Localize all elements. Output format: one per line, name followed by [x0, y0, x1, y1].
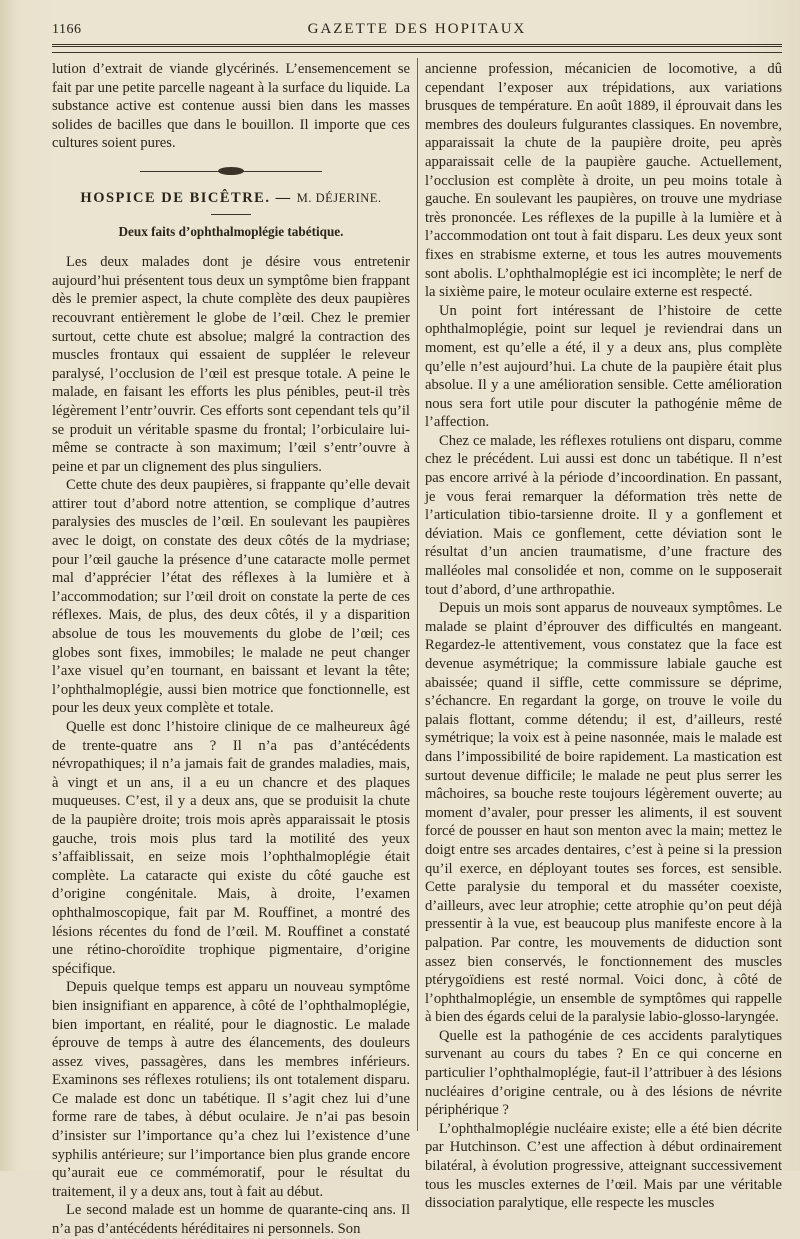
- article-subheading: Deux faits d’ophthalmoplégie tabétique.: [118, 223, 344, 239]
- ornament-center: [218, 167, 244, 175]
- section-heading-title: HOSPICE DE BICÊTRE. —: [80, 189, 292, 206]
- section-author: M. DÉJERINE.: [296, 190, 382, 205]
- paragraph: Cette chute des deux paupières, si frappante qu’elle devait attirer tout d’abord notre attention, se complique d’autres paralysies des muscles de l’œil. En soulevant les paupières avec le doigt, on constate des deux côtés de la mydriase; pour l’œil gauche la présence d’une cataracte molle permet mal d’apprécier l’état des réflexes à la lumière et à l’accommodation; sur l’œil droit on constate la perte de ces réflexes. Mais, de plus, des deux côtés, il y a disparition absolue de tous les mouvements du globe de l’œil; ces globes sont fixes, immobiles; le malade ne peut changer l’axe visuel qu’en tournant, en baissant et levant la tête; l’ophthalmoplégie, aussi bien motrice que fonctionnelle, est pour les deux yeux complète et totale.: [52, 477, 410, 717]
- section-ornament: [52, 167, 410, 177]
- section-heading: [52, 189, 410, 208]
- paragraph: Les deux malades dont je désire vous entretenir aujourd’hui présentent tous deux un symptôme bien frappant dès le premier aspect, la chute complète des deux paupières recouvrant entièrement le globe de l’œil. Chez le premier surtout, cette chute est absolue; malgré la contraction des muscles frontaux qui essaient de suppléer le releveur paralysé, l’occlusion de l’œil est presque totale. A peine le malade, en faisant les efforts les plus pénibles, peut-il très légèrement l’entr’ouvrir. Ces efforts sont cependant tels qu’il se produit un véritable spasme du frontal; l’orbiculaire lui-même se contracte à son maximum; l’œil s’entr’ouvre à peine et par un clignement des plus singuliers.: [52, 254, 410, 475]
- paragraph: Depuis quelque temps est apparu un nouveau symptôme bien insignifiant en apparence, à côté de l’ophthalmoplégie, bien important, en réalité, pour le diagnostic. Le malade éprouve de temps à autre des élancements, des douleurs assez vives, passagères, dans les membres inférieurs. Examinons ses réflexes rotuliens; ils ont totalement disparu. Ce malade est donc un tabétique. Il s’agit chez lui d’une forme rare de tabes, à début oculaire. Je n’ai pas besoin d’insister sur l’importance qu’a chez lui l’existence d’une syphilis antérieure; sur l’importance bien plus grande encore qu’aurait eue ce commémoratif, pour le résultat du traitement, il y a deux ans, tout à fait au début.: [52, 979, 410, 1200]
- paragraph: Un point fort intéressant de l’histoire de cette ophthalmoplégie, point sur lequel je reviendrai dans un moment, est qu’elle a été, il y a deux ans, plus complète qu’elle n’est aujourd’hui. La chute de la paupière était plus absolue. Il y a une amélioration sensible. Cette amélioration nous sera fort utile pour discuter la pathogénie même de l’affection.: [425, 302, 782, 431]
- paragraph: Quelle est donc l’histoire clinique de ce malheureux âgé de trente-quatre ans ? Il n’a pas d’antécédents névropathiques; il n’a jamais fait de grandes maladies, mais, à vingt et un ans, il a eu un chancre et des plaques muqueuses. C’est, il y a deux ans, que se produisit la chute de la paupière droite; trois mois après apparaissait le ptosis gauche, trois mois plus tard la motilité des yeux s’affaiblissait, en seize mois l’ophthalmoplégie était complète. La cataracte qui existe du côté gauche est d’origine congénitale. Mais, à droite, l’examen ophthalmoscopique, fait par M. Rouffinet, a montré des lésions récentes du fond de l’œil. M. Rouffinet a constaté une rétino-choroïdite trophique pigmentaire, d’origine spécifique.: [52, 719, 410, 977]
- right-column: [425, 60, 782, 1212]
- intro-paragraph: lution d’extrait de viande glycérinés. L’ensemencement se fait par une petite parcelle nageant à la surface du liquide. La substance active est contenue aussi bien dans les masses solides de bacilles que dans le bouillon. Il importe que ces cultures soient pures.: [52, 61, 410, 152]
- paragraph: ancienne profession, mécanicien de locomotive, a dû cependant l’exposer aux trépidations, aux variations brusques de température. En août 1889, il éprouvait dans les membres des douleurs fulgurantes classiques. En novembre, apparaissait la chute de la paupière droite, peu après apparaissait celle de la paupière gauche. Actuellement, l’occlusion est complète à droite, un peu moins totale à gauche. En soulevant les paupières, on trouve une mydriase très prononcée. Les réflexes de la pupille à la lumière et à l’accommodation ont tout à fait disparu. Les deux yeux sont fixes en strabisme externe, et tous les autres mouvements sont abolis. L’ophthalmoplégie est ici incomplète; le nerf de la sixième paire, le moteur oculaire externe est respecté.: [425, 61, 782, 301]
- left-column: [52, 60, 410, 1238]
- paragraph: Quelle est la pathogénie de ces accidents paralytiques survenant au cours du tabes ? En ce qui concerne en particulier l’ophthalmoplégie, faut-il l’attribuer à des lésions nucléaires d’origine centrale, ou à des lésions de névrite périphérique ?: [425, 1027, 782, 1119]
- paragraph: Depuis un mois sont apparus de nouveaux symptômes. Le malade se plaint d’éprouver des difficultés en mangeant. Regardez-le attentivement, vous constatez que la face est devenue asymétrique; la commissure labiale gauche est abaissée; quand il siffle, cette commissure se déprime, s’échancre. En regardant la gorge, on trouve le voile du palais flottant, comme détendu; il est, d’ailleurs, resté symétrique; la voix est à peine nasonnée, mais le malade est dans l’impossibilité de boire rapidement. La mastication est surtout devenue difficile; le malade ne peut plus serrer les mâchoires, sa bouche reste toujours légèrement ouverte; au moment d’avaler, pour presser les aliments, il est souvent forcé de pousser en haut son menton avec la main; mettez le doigt entre ses arcades dentaires, c’est à peine si la pression qu’il exerce, en déployant toutes ses forces, est sensible. Cette paralysie du temporal et du masséter coexiste, d’ailleurs, avec leur atrophie; cette atrophie qu’on peut déjà pressentir à la vue, est beaucoup plus manifeste encore à la palpation. Par contre, les mouvements de diduction sont assez bien conservés, le fonctionnement des muscles ptérygoïdiens est resté normal. Voici donc, à côté de l’ophthalmoplégie, un ensemble de symptômes qui rappelle à bien des égards celui de la paralysie labio-glosso-laryngée.: [425, 600, 782, 1026]
- page-number: 1166: [52, 22, 82, 37]
- heading-short-rule: [211, 214, 251, 215]
- header-double-rule: [52, 44, 782, 47]
- column-divider: [417, 58, 418, 1131]
- paragraph: Le second malade est un homme de quarante-cinq ans. Il n’a pas d’antécédents héréditaires ni personnels. Son: [52, 1202, 410, 1238]
- journal-title: GAZETTE DES HOPITAUX: [307, 21, 527, 37]
- paragraph: L’ophthalmoplégie nucléaire existe; elle a été bien décrite par Hutchinson. C’est une affection à début ordinairement bilatéral, à évolution progressive, atteignant successivement tous les muscles externes de l’œil. Mais par une véritable dissociation paralytique, elle respecte les muscles: [425, 1120, 782, 1212]
- paragraph: Chez ce malade, les réflexes rotuliens ont disparu, comme chez le précédent. Lui aussi est donc un tabétique. Il n’est pas encore arrivé à la période d’incoordination. En passant, je vous ferai remarquer la déformation très nette de l’articulation tibio-tarsienne droite. Il y a gonflement et déviation. Mais ce gonflement, cette déviation sont le résultat d’un ancien traumatisme, d’une fracture des malléoles mal consolidée et non, comme on le supposerait tout d’abord, d’une arthropathie.: [425, 432, 782, 598]
- header-rule: [52, 52, 782, 53]
